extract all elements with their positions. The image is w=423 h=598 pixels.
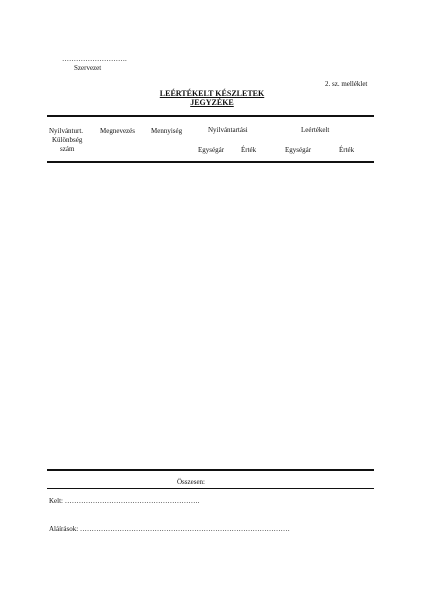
column-header-line: Nyilvánturt. — [49, 127, 84, 135]
column-header-registered-value: Érték — [241, 146, 257, 154]
organization-label: Szervezet — [74, 64, 102, 72]
table-top-rule — [47, 115, 374, 117]
signatures-field: Aláírások: ……………………………………………………………………………… — [49, 525, 290, 533]
date-field: Kelt: …………………………………………………. — [49, 497, 200, 505]
total-label: Összesen: — [177, 478, 205, 486]
column-header-line: Különbség — [52, 136, 83, 144]
title-line-2: JEGYZÉKE — [190, 98, 234, 107]
total-rule — [47, 488, 374, 489]
column-group-devalued: Leértékelt — [301, 126, 330, 134]
column-header-registered-unit-price: Egységár — [198, 146, 225, 154]
organization-dots: ………………………. — [62, 55, 127, 63]
column-header-quantity: Mennyiség — [151, 127, 183, 135]
column-header-name: Megnevezés — [100, 127, 135, 135]
table-bottom-rule — [47, 469, 374, 471]
attachment-label: 2. sz. melléklet — [325, 80, 368, 88]
column-header-line: szám — [60, 145, 75, 153]
table-body — [47, 163, 374, 468]
title-line-1: LEÉRTÉKELT KÉSZLETEK — [159, 89, 265, 98]
column-header-devalued-unit-price: Egységár — [285, 146, 312, 154]
column-header-devalued-value: Érték — [339, 146, 355, 154]
column-group-registered: Nyilvántartási — [208, 126, 248, 134]
